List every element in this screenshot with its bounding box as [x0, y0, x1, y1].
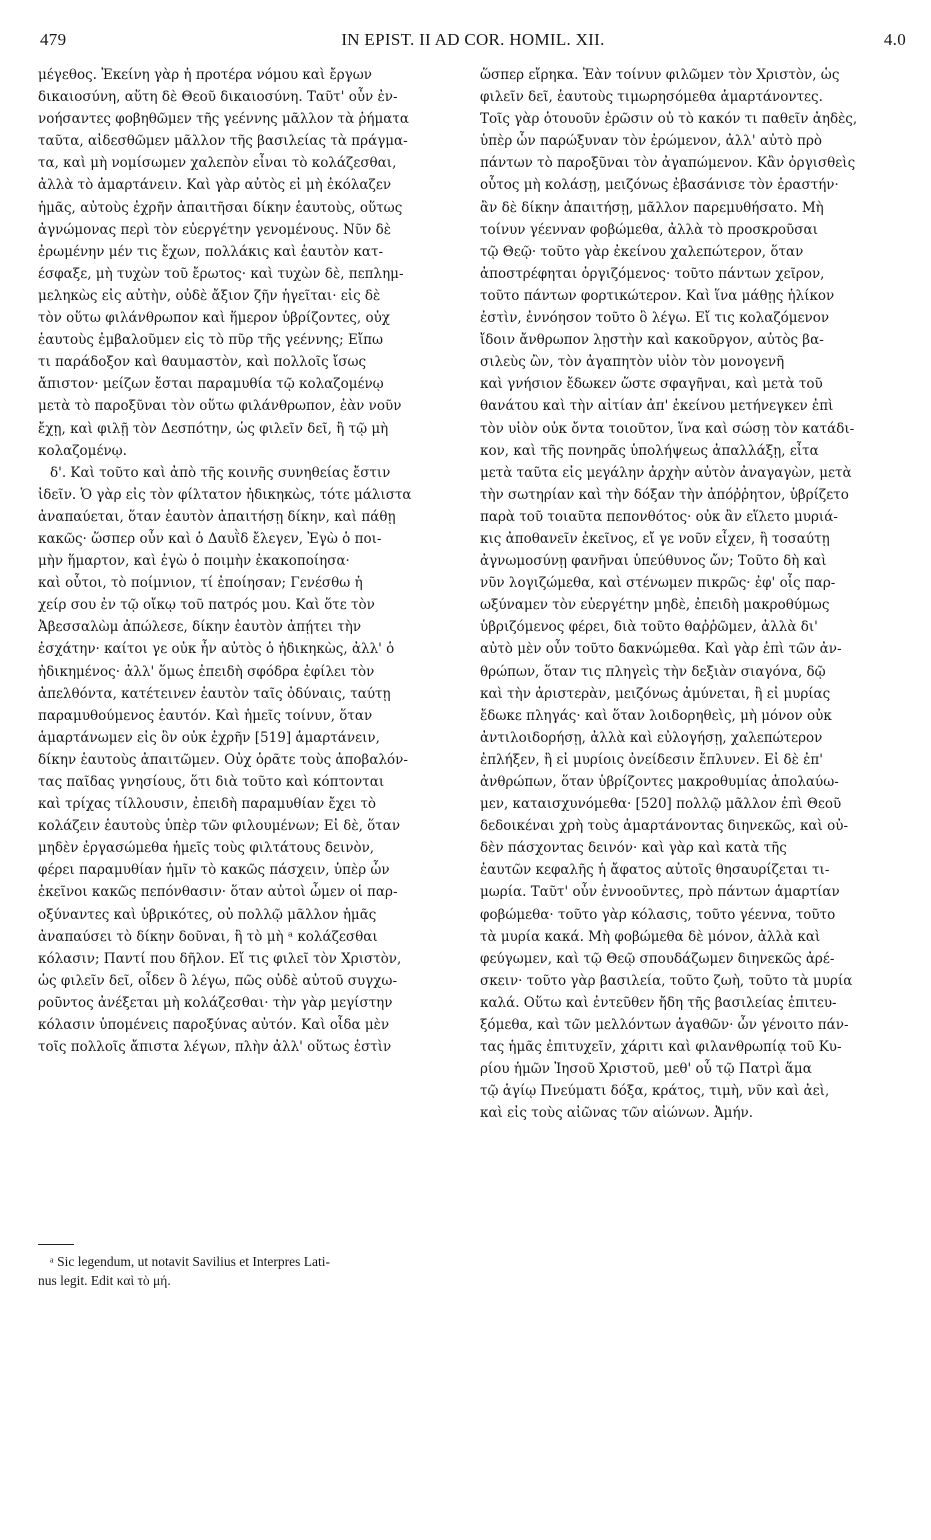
text-line: καλά. Οὕτω καὶ ἐντεῦθεν ἤδη τῆς βασιλείας ἐπιτευ-	[480, 994, 837, 1011]
text-line: κόλασιν; Παντί που δῆλον. Εἴ τις φιλεῖ τὸν Χριστὸν,	[38, 950, 402, 967]
text-line: ωξύναμεν τὸν εὐεργέτην μηδὲ, ἐπειδὴ μακροθύμως	[480, 597, 830, 614]
text-line: ἁμαρτάνωμεν εἰς ὃν οὐκ ἐχρῆν [519] ἁμαρτάνειν,	[38, 729, 380, 746]
text-line: φέρει παραμυθίαν ἡμῖν τὸ κακῶς πάσχειν, ὑπὲρ ὧν	[38, 862, 390, 879]
text-line: δίκην ἑαυτοὺς ἀπαιτῶμεν. Οὐχ ὁρᾶτε τοὺς ἀποβαλόν-	[38, 751, 408, 768]
text-line: καὶ γνήσιον ἔδωκεν ὥστε σφαγῆναι, καὶ μετὰ τοῦ	[480, 376, 823, 393]
text-line: τὸν υἱὸν οὐκ ὄντα τοιοῦτον, ἵνα καὶ σώσῃ τὸν κατάδι-	[480, 420, 855, 437]
text-line: τας ἡμᾶς ἐπιτυχεῖν, χάριτι καὶ φιλανθρωπίᾳ τοῦ Κυ-	[480, 1039, 842, 1056]
text-line: ὑβριζόμενος φέρει, διὰ τοῦτο θαῤῥῶμεν, ἀλλὰ δι'	[480, 619, 818, 636]
page-number-right: 4.0	[883, 30, 906, 49]
text-line: ᵃ Sic legendum, ut notavit Savilius et Interpres Lati-	[50, 1254, 331, 1269]
text-line: δικαιοσύνη, αὕτη δὲ Θεοῦ δικαιοσύνη. Ταῦτ' οὖν ἐν-	[38, 89, 398, 106]
text-line: ἐσχάτην· καίτοι γε οὐκ ἦν αὐτὸς ὁ ἠδικηκὼς, ἀλλ' ὁ	[38, 641, 395, 658]
text-line: παραμυθούμενος ἑαυτόν. Καὶ ἡμεῖς τοίνυν, ὅταν	[38, 707, 373, 724]
text-line: Ἀβεσσαλὼμ ἀπώλεσε, δίκην ἑαυτὸν ἀπῄτει τὴν	[38, 619, 362, 636]
text-line: ταῦτα, αἰδεσθῶμεν μᾶλλον τῆς βασιλείας τὰ πράγμα-	[38, 133, 408, 150]
text-line: νῦν λογιζώμεθα, καὶ στένωμεν πικρῶς· ἐφ' οἷς παρ-	[480, 575, 836, 592]
text-line: καὶ εἰς τοὺς αἰῶνας τῶν αἰώνων. Ἀμήν.	[480, 1105, 754, 1122]
text-line: κις ἀποθανεῖν ἐκεῖνος, εἴ γε νοῦν εἶχεν, ἢ τοσαύτῃ	[480, 530, 830, 547]
text-line: ὡς φιλεῖν δεῖ, οἶδεν ὃ λέγω, πῶς οὐδὲ αὐτοῦ συγχω-	[38, 972, 398, 989]
text-line: παρὰ τοῦ τοιαῦτα πεπονθότος· οὐκ ἂν εἵλετο μυριά-	[480, 508, 838, 525]
text-line: ἄπιστον· μείζων ἔσται παραμυθία τῷ κολαζομένῳ	[38, 376, 384, 393]
text-line: φεύγωμεν, καὶ τῷ Θεῷ σπουδάζωμεν διηνεκῶς ἀρέ-	[480, 950, 835, 967]
text-line: σιλεὺς ὢν, τὸν ἀγαπητὸν υἱὸν τὸν μονογενῆ	[480, 354, 785, 371]
text-line: αὐτὸ μὲν οὖν τοῦτο δακνώμεθα. Καὶ γὰρ ἐπὶ τῶν ἀν-	[480, 641, 842, 658]
text-line: ὥσπερ εἴρηκα. Ἐὰν τοίνυν φιλῶμεν τὸν Χριστὸν, ὡς	[480, 67, 840, 83]
text-line: ἀναπαύσει τὸ δίκην δοῦναι, ἢ τὸ μὴ ᵃ κολάζεσθαι	[38, 928, 378, 945]
text-line: Τοῖς γὰρ ὁτουοῦν ἐρῶσιν οὐ τὸ κακόν τι παθεῖν ἀηδὲς,	[480, 111, 858, 128]
text-line: ροῦντος ἀνέξεται μὴ κολάζεσθαι· τὴν γὰρ μεγίστην	[38, 994, 393, 1011]
text-line: μηδὲν ἐργασώμεθα ἡμεῖς τοὺς φιλτάτους δεινὸν,	[38, 840, 375, 857]
text-line: σκειν· τοῦτο γὰρ βασιλεία, τοῦτο ζωὴ, τοῦτο τὰ μυρία	[480, 972, 853, 989]
text-line: κολαζομένῳ.	[38, 442, 127, 459]
footnote-rule	[38, 1244, 74, 1245]
text-line: οξύναντες καὶ ὑβρικότες, οὐ πολλῷ μᾶλλον ἡμᾶς	[38, 906, 377, 923]
text-line: δ'. Καὶ τοῦτο καὶ ἀπὸ τῆς κοινῆς συνηθείας ἔστιν	[50, 464, 391, 481]
text-line: nus legit. Edit καὶ τὸ μή.	[38, 1273, 171, 1288]
text-line: ἂν δὲ δίκην ἀπαιτήσῃ, μᾶλλον παρεμυθήσατο. Μὴ	[480, 199, 824, 216]
running-header	[40, 30, 906, 56]
text-line: ἰδεῖν. Ὁ γὰρ εἰς τὸν φίλτατον ἠδικηκὼς, τότε μάλιστα	[38, 486, 412, 503]
text-line: κον, καὶ τῆς πονηρᾶς ὑπολήψεως ἀπαλλάξῃ, εἶτα	[480, 442, 819, 459]
text-line: τῷ ἁγίῳ Πνεύματι δόξα, κράτος, τιμὴ, νῦν καὶ ἀεὶ,	[480, 1083, 830, 1100]
text-line: πάντων τὸ παροξῦναι τὸν ἀγαπώμενον. Κἂν ὀργισθεὶς	[480, 155, 856, 172]
text-line: δὲν πάσχοντας δεινόν· καὶ γὰρ καὶ κατὰ τῆς	[480, 840, 787, 857]
text-line: νοήσαντες φοβηθῶμεν τῆς γεέννης μᾶλλον τὰ ῥήματα	[38, 111, 409, 128]
text-line: ἡμᾶς, αὐτοὺς ἐχρῆν ἀπαιτῆσαι δίκην ἑαυτοὺς, οὕτως	[38, 199, 403, 216]
text-line: μεν, καταισχυνόμεθα· [520] πολλῷ μᾶλλον ἐπὶ Θεοῦ	[480, 796, 842, 813]
text-line: ξόμεθα, καὶ τῶν μελλόντων ἀγαθῶν· ὧν γένοιτο πάν-	[480, 1017, 849, 1034]
text-line: ἑαυτῶν κεφαλῆς ἡ ἄφατος αὐτοῖς θησαυρίζεται τι-	[480, 862, 830, 879]
text-line: τα, καὶ μὴ νομίσωμεν χαλεπὸν εἶναι τὸ κολάζεσθαι,	[38, 155, 397, 172]
text-line: μὴν ἥμαρτον, καὶ ἐγὼ ὁ ποιμὴν ἐκακοποίησα·	[38, 553, 350, 570]
text-line: μωρία. Ταῦτ' οὖν ἐννοοῦντες, πρὸ πάντων ἁμαρτίαν	[480, 884, 840, 901]
text-line: τι παράδοξον καὶ θαυμαστὸν, καὶ πολλοῖς ἴσως	[38, 354, 367, 371]
text-line: ρίου ἡμῶν Ἰησοῦ Χριστοῦ, μεθ' οὗ τῷ Πατρὶ ἅμα	[480, 1061, 812, 1078]
text-line: ἴδοιν ἄνθρωπον λῃστὴν καὶ κακοῦργον, αὐτὸς βα-	[480, 332, 824, 349]
text-line: ἀνθρώπων, ὅταν ὑβρίζοντες μακροθυμίας ἀπολαύω-	[480, 774, 839, 790]
text-line: φοβώμεθα· τοῦτο γὰρ κόλασις, τοῦτο γέεννα, τοῦτο	[480, 906, 836, 923]
text-line: έσφαξε, μὴ τυχὼν τοῦ ἔρωτος· καὶ τυχὼν δὲ, πεπλημ-	[38, 265, 404, 282]
text-line: οὗτος μὴ κολάσῃ, μειζόνως ἐβασάνισε τὸν ἐραστήν·	[480, 177, 839, 194]
text-line: κολάζειν ἑαυτοὺς ὑπὲρ τῶν φιλουμένων; Εἰ δὲ, ὅταν	[38, 818, 401, 835]
text-line: ἔχῃ, καὶ φιλῇ τὸν Δεσπότην, ὡς φιλεῖν δεῖ, ἢ τῷ μὴ	[38, 420, 389, 437]
text-line: μεληκὼς εἰς αὐτὴν, οὐδὲ ἄξιον ζῆν ἡγεῖται· εἰς δὲ	[38, 287, 381, 304]
text-line: τὰ μυρία κακά. Μὴ φοβώμεθα δὲ μόνον, ἀλλὰ καὶ	[480, 928, 821, 945]
text-line: μετὰ ταῦτα εἰς μεγάλην ἀρχὴν αὐτὸν ἀναγαγὼν, μετὰ	[480, 464, 852, 481]
text-line: καὶ τὴν ἀριστερὰν, μειζόνως ἀμύνεται, ἢ εἰ μυρίας	[480, 685, 831, 702]
text-line: θρώπων, ὅταν τις πληγεὶς τὴν δεξιὰν σιαγόνα, δῷ	[480, 663, 826, 680]
text-line: ἀλλὰ τὸ ἁμαρτάνειν. Καὶ γὰρ αὐτὸς εἰ μὴ ἐκόλαζεν	[38, 177, 392, 194]
text-line: κακῶς· ὥσπερ οὖν καὶ ὁ Δαυῒδ ἔλεγεν, Ἐγὼ ὁ ποι-	[38, 530, 382, 547]
text-line: ἐρωμένην μέν τις ἔχων, πολλάκις καὶ ἑαυτὸν κατ-	[38, 243, 384, 260]
left-column	[38, 64, 458, 1058]
text-line: ἐστὶν, ἐννόησον τοῦτο ὃ λέγω. Εἴ τις κολαζόμενον	[480, 310, 830, 327]
text-line: χείρ σου ἐν τῷ οἴκῳ τοῦ πατρός μου. Καὶ ὅτε τὸν	[38, 597, 375, 614]
text-line: ἐπλήξεν, ἢ εἰ μυρίοις ὀνείδεσιν ἔπλυνεν. Εἰ δὲ ἐπ'	[480, 751, 823, 768]
text-line: ἠδικημένος· ἀλλ' ὅμως ἐπειδὴ σφόδρα ἐφίλει τὸν	[38, 663, 375, 680]
text-line: δεδοικέναι χρὴ τοὺς ἁμαρτάνοντας διηνεκῶς, καὶ οὐ-	[480, 818, 849, 835]
page-number-left: 479	[40, 30, 67, 49]
text-line: ὑπὲρ ὧν παρώξυναν τὸν ἐρώμενον, ἀλλ' αὐτὸ πρὸ	[480, 133, 823, 150]
text-line: τὴν σωτηρίαν καὶ τὴν δόξαν τὴν ἀπόῤῥητον, ὑβρίζετο	[480, 486, 849, 503]
text-line: τὸν οὕτω φιλάνθρωπον καὶ ἥμερον ὑβρίζοντες, οὐχ	[38, 310, 390, 327]
text-line: μετὰ τὸ παροξῦναι τὸν οὕτω φιλάνθρωπον, ἐὰν νοῦν	[38, 398, 402, 415]
text-line: θανάτου καὶ τὴν αἰτίαν ἀπ' ἐκείνου μετήνεγκεν ἐπὶ	[480, 398, 834, 415]
text-line: κόλασιν ὑπομένεις παροξύνας αὐτόν. Καὶ οἶδα μὲν	[38, 1017, 390, 1034]
right-column	[480, 64, 900, 1125]
footnote	[38, 1252, 458, 1290]
text-line: ἀποστρέφηται ὀργιζόμενος· τοῦτο πάντων χεῖρον,	[480, 265, 825, 282]
text-line: ἔδωκε πληγάς· καὶ ὅταν λοιδορηθεὶς, μὴ μόνον οὐκ	[480, 707, 832, 724]
text-line: ἀγνωμοσύνῃ φανῆναι ὑπεύθυνος ὤν; Τοῦτο δὴ καὶ	[480, 553, 827, 570]
text-line: ἀναπαύεται, ὅταν ἑαυτὸν ἀπαιτήσῃ δίκην, καὶ πάθῃ	[38, 508, 396, 525]
text-line: τοῖς πολλοῖς ἄπιστα λέγων, πλὴν ἀλλ' οὕτως ἐστὶν	[38, 1039, 392, 1056]
text-line: τῷ Θεῷ· τοῦτο γὰρ ἐκείνου χαλεπώτερον, ὅταν	[480, 243, 804, 260]
text-line: φιλεῖν δεῖ, ἑαυτοὺς τιμωρησόμεθα ἁμαρτάνοντες.	[480, 89, 823, 106]
text-line: τοῦτο πάντων φορτικώτερον. Καὶ ἵνα μάθῃς ἡλίκον	[480, 287, 835, 304]
text-line: καὶ οὗτοι, τὸ ποίμνιον, τί ἐποίησαν; Γενέσθω ἡ	[38, 575, 363, 592]
text-line: ἀγνώμονας περὶ τὸν εὐεργέτην γενομένους. Νῦν δὲ	[38, 221, 391, 238]
text-line: τας παῖδας γνησίους, ὅτι διὰ τοῦτο καὶ κόπτονται	[38, 774, 385, 790]
text-line: μέγεθος. Ἐκείνη γὰρ ἡ προτέρα νόμου καὶ ἔργων	[38, 67, 372, 83]
text-line: ἀπελθόντα, κατέτεινεν ἑαυτὸν ταῖς ὀδύναις, ταύτῃ	[38, 685, 391, 702]
text-line: καὶ τρίχας τίλλουσιν, ἐπειδὴ παραμυθίαν ἔχει τὸ	[38, 796, 377, 813]
text-line: ἑαυτοὺς ἐμβαλοῦμεν εἰς τὸ πῦρ τῆς γεέννης; Εἴπω	[38, 332, 384, 349]
text-line: τοίνυν γέενναν φοβώμεθα, ἀλλὰ τὸ προσκροῦσαι	[480, 221, 818, 238]
running-title: IN EPIST. II AD COR. HOMIL. XII.	[341, 30, 605, 49]
text-line: ἀντιλοιδορήσῃ, ἀλλὰ καὶ εὐλογήσῃ, χαλεπώτερον	[480, 729, 823, 746]
text-line: ἐκεῖνοι κακῶς πεπόνθασιν· ὅταν αὐτοὶ ὦμεν οἱ παρ-	[38, 884, 398, 901]
